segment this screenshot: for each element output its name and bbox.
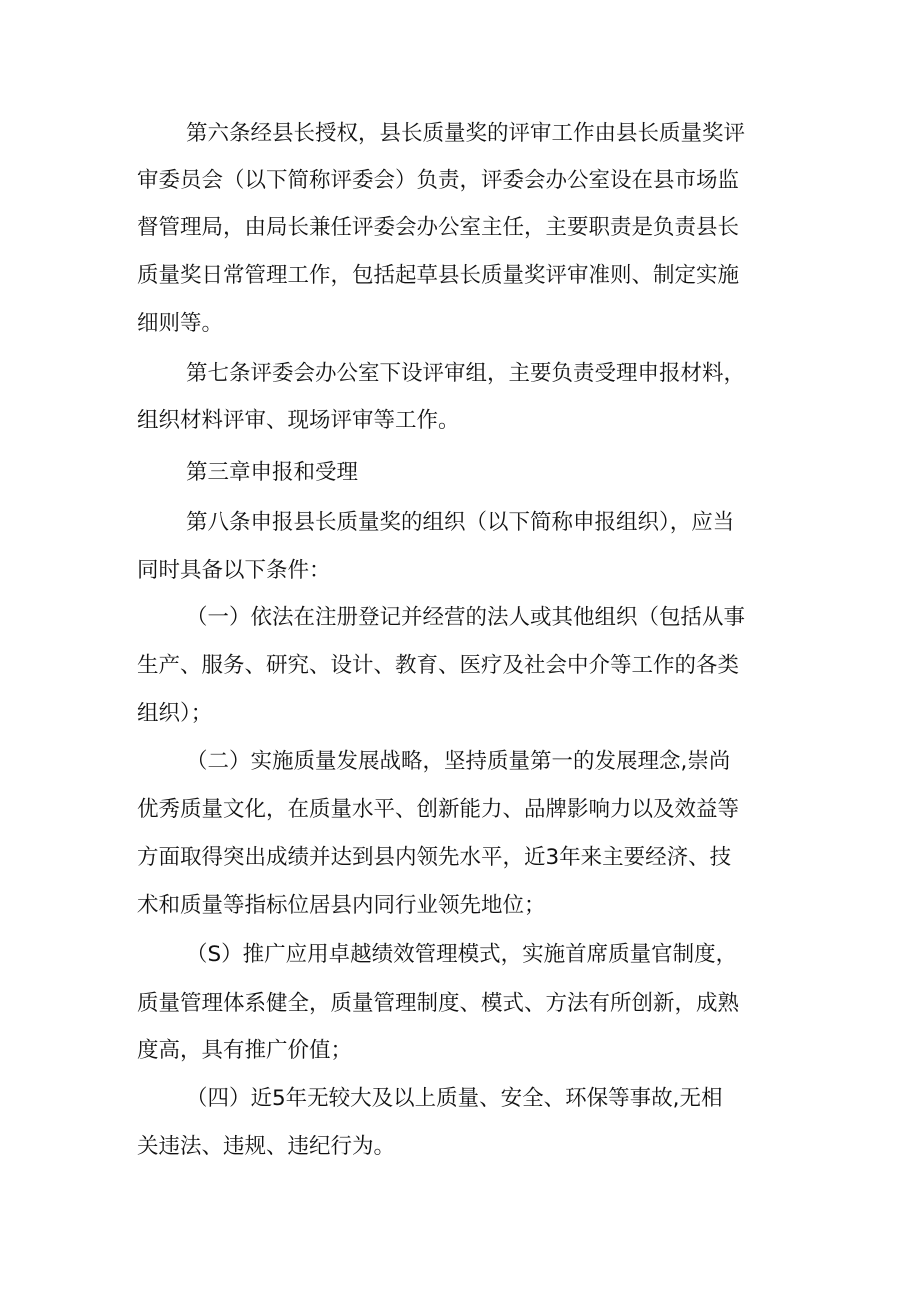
- text-line: 第八条申报县长质量奖的组织（以下简称申报组织），应当: [186, 510, 735, 535]
- text-line: 生产、服务、研究、设计、教育、医疗及社会中介等工作的各类: [137, 653, 740, 678]
- text-line: 质量奖日常管理工作，包括起草县长质量奖评审准则、制定实施: [137, 263, 740, 288]
- text-line: （二）实施质量发展战略，坚持质量第一的发展理念,崇尚: [186, 749, 731, 774]
- text-line: 细则等。: [137, 311, 224, 336]
- text-line: 术和质量等指标位居县内同行业领先地位；: [137, 893, 546, 918]
- text-line: 关违法、违规、违纪行为。: [137, 1134, 396, 1159]
- text-line: 第七条评委会办公室下设评审组，主要负责受理申报材料，: [186, 361, 746, 386]
- text-line: 组织）；: [137, 701, 213, 726]
- text-line: 度高，具有推广价值；: [137, 1038, 353, 1063]
- text-line: （四）近5年无较大及以上质量、安全、环保等事故,无相: [186, 1086, 723, 1111]
- text-line: 组织材料评审、现场评审等工作。: [137, 408, 460, 433]
- text-line: 同时具备以下条件：: [137, 558, 331, 583]
- text-line: 督管理局，由局长兼任评委会办公室主任，主要职责是负责县长: [137, 215, 740, 240]
- text-line: 优秀质量文化，在质量水平、创新能力、品牌影响力以及效益等: [137, 797, 740, 822]
- text-line: 方面取得突出成绩并达到县内领先水平，近3年来主要经济、技: [137, 845, 732, 870]
- text-line: 审委员会（以下简称评委会）负责，评委会办公室设在县市场监: [137, 168, 740, 193]
- chapter-heading: 第三章申报和受理: [186, 460, 359, 485]
- text-line: 质量管理体系健全，质量管理制度、模式、方法有所创新，成熟: [137, 991, 740, 1016]
- text-line: （一）依法在注册登记并经营的法人或其他组织（包括从事: [186, 605, 746, 630]
- text-line: 第六条经县长授权，县长质量奖的评审工作由县长质量奖评: [186, 121, 746, 146]
- text-line: （S）推广应用卓越绩效管理模式，实施首席质量官制度，: [186, 942, 738, 967]
